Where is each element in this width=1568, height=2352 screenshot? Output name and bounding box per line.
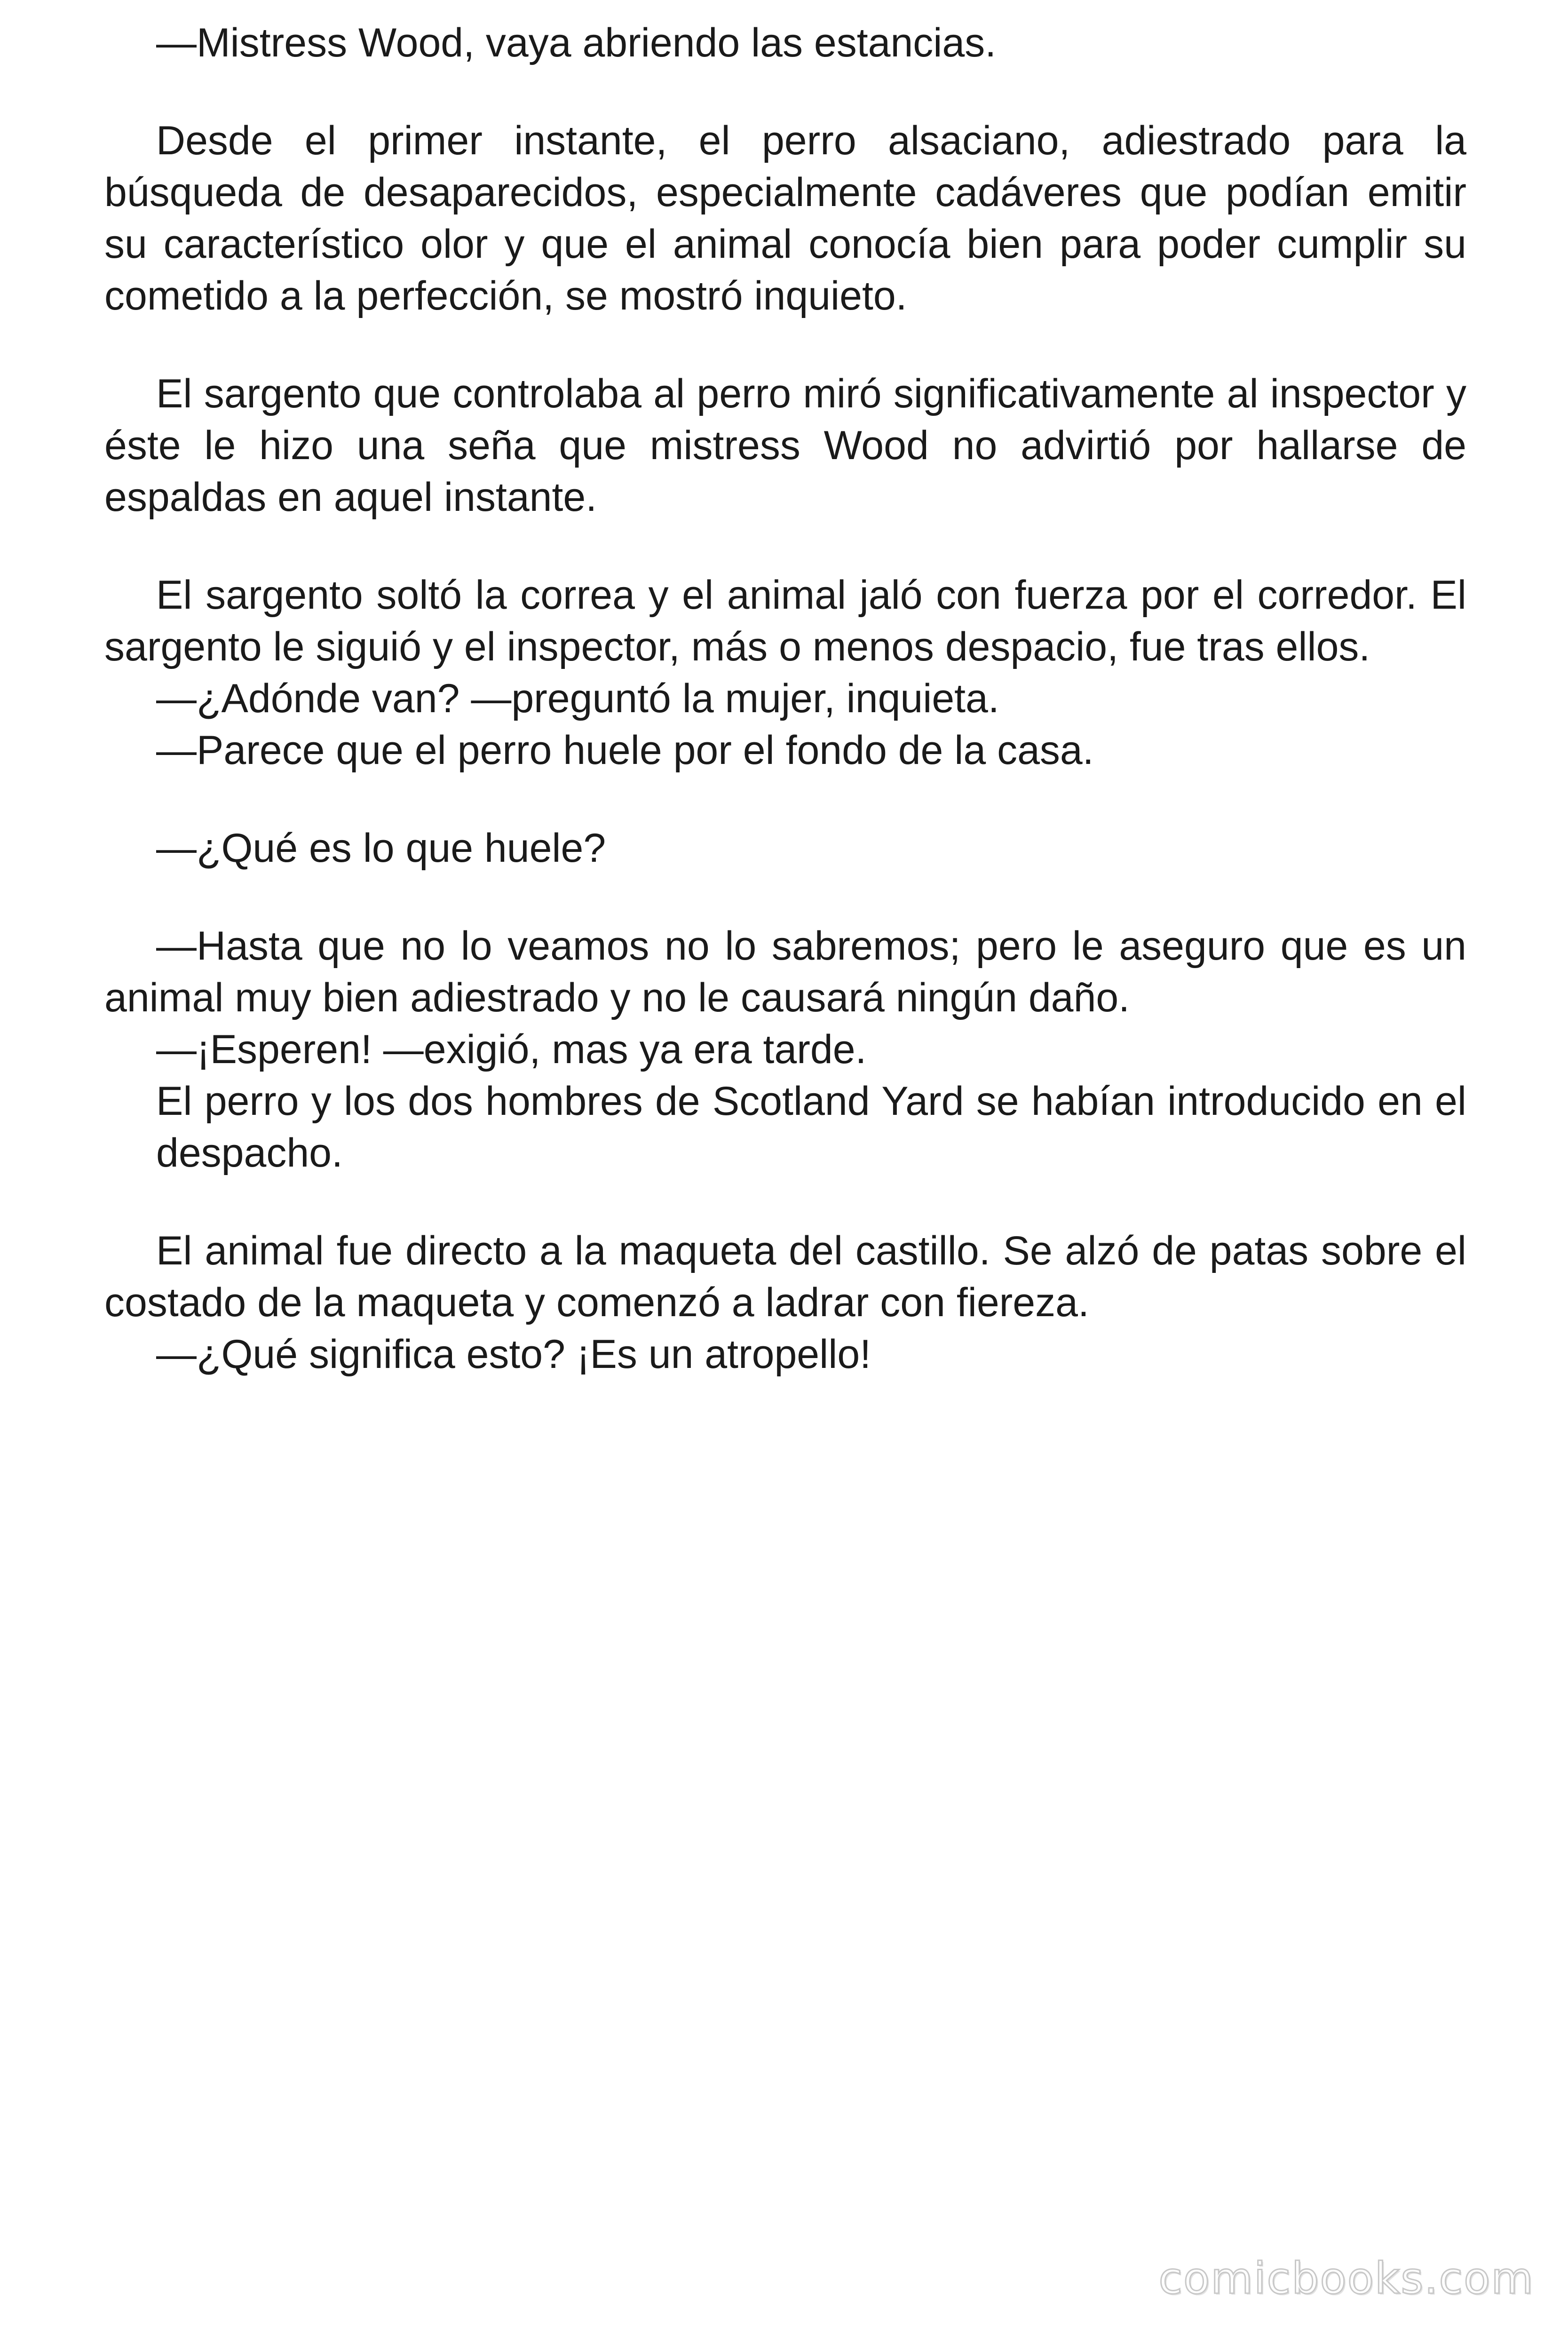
paragraph-1: —Mistress Wood, vaya abriendo las estancias. (156, 20, 997, 65)
paragraph-2: Desde el primer instante, el perro alsaciano, adiestrado para la búsqueda de desaparecidos, especialmente cadáveres que podían emitir su característico olor y que el animal conocía bien para poder cumplir su cometido a la perfección, se mostró inquieto. (104, 118, 1466, 318)
paragraph-5: —¿Adónde van? —preguntó la mujer, inquieta. (156, 676, 999, 721)
watermark: comicbooks.com (1158, 2253, 1534, 2304)
paragraph-8: —Hasta que no lo veamos no lo sabremos; pero le aseguro que es un animal muy bien adiestrado y no le causará ningún daño. (104, 923, 1466, 1020)
paragraph-12: —¿Qué significa esto? ¡Es un atropello! (156, 1332, 871, 1377)
paragraph-7: —¿Qué es lo que huele? (156, 826, 606, 871)
paragraph-11: El animal fue directo a la maqueta del castillo. Se alzó de patas sobre el costado de la maqueta y comenzó a ladrar con fiereza. (104, 1228, 1466, 1325)
paragraph-9: —¡Esperen! —exigió, mas ya era tarde. (156, 1027, 867, 1072)
paragraph-6: —Parece que el perro huele por el fondo de la casa. (156, 728, 1094, 773)
paragraph-4: El sargento soltó la correa y el animal jaló con fuerza por el corredor. El sargento le siguió y el inspector, más o menos despacio, fue tras ellos. (104, 572, 1466, 669)
paragraph-10: El perro y los dos hombres de Scotland Yard se habían introducido en el despacho. (156, 1079, 1466, 1176)
page-body (104, 17, 1466, 1380)
paragraph-3: El sargento que controlaba al perro miró significativamente al inspector y éste le hizo una seña que mistress Wood no advirtió por hallarse de espaldas en aquel instante. (104, 371, 1466, 520)
